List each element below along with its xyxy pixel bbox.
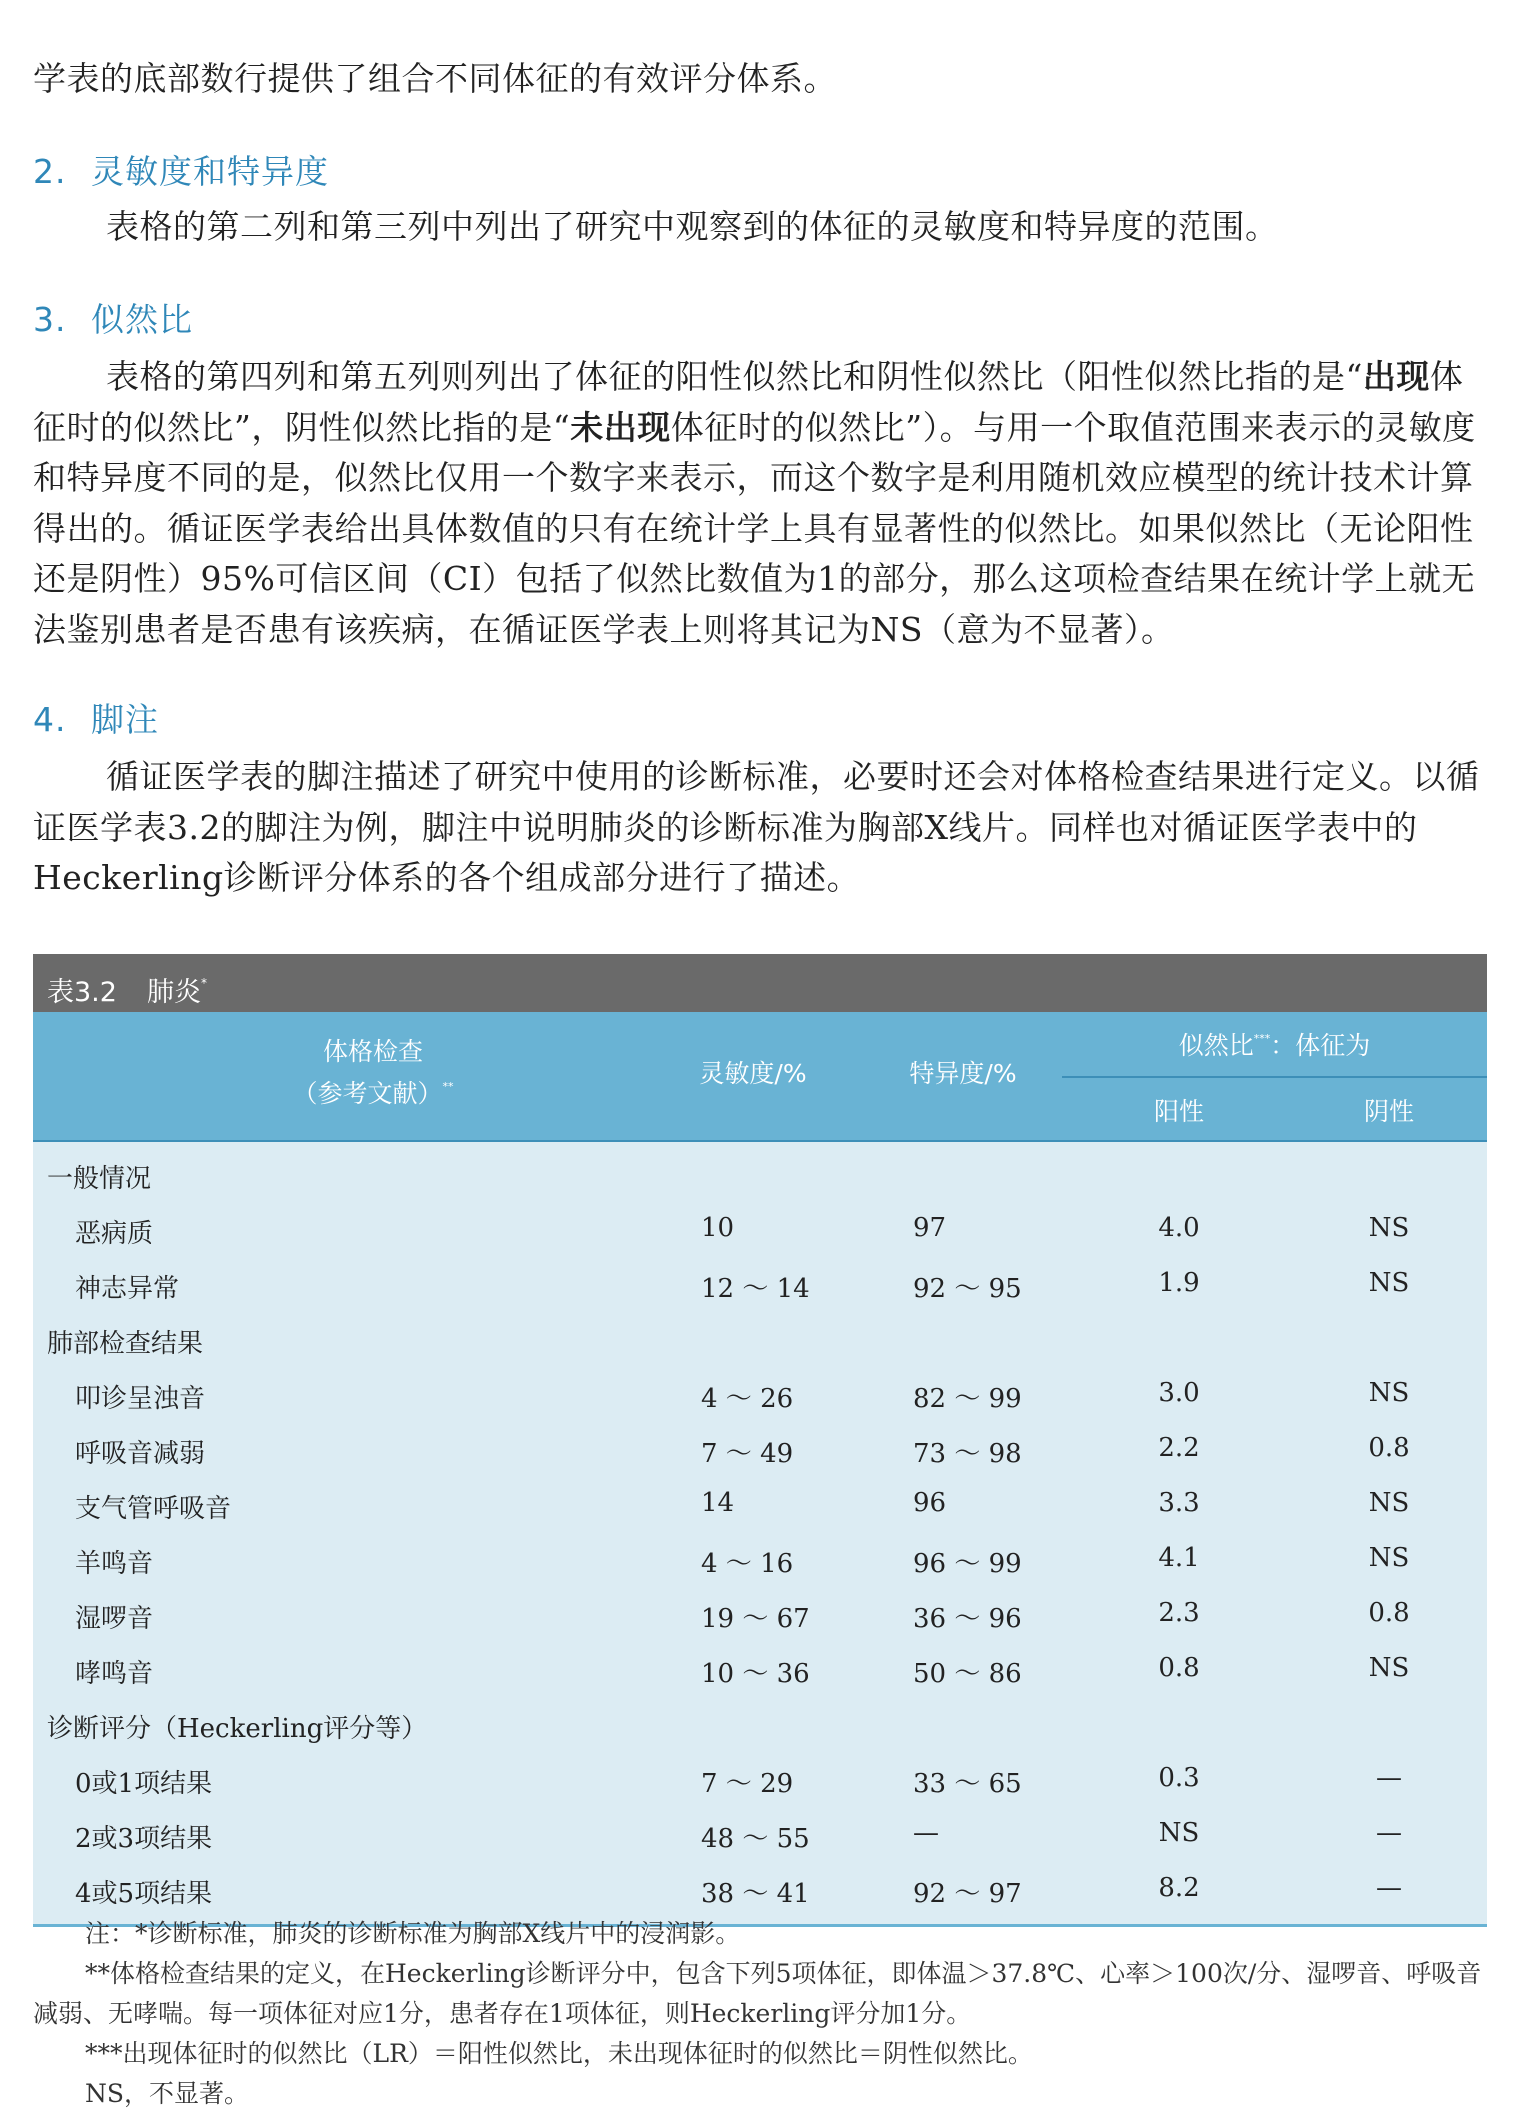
evidence-table	[33, 954, 1487, 1927]
header-specificity: 特异度/%	[909, 1059, 1017, 1088]
specificity-cell: 36 ～ 96	[913, 1604, 1022, 1634]
table-row	[33, 1201, 1487, 1256]
section-2-paragraph	[33, 202, 1483, 253]
group-label: 一般情况	[47, 1164, 152, 1194]
section-3-number: 3.	[33, 300, 67, 339]
positive-lr-cell: 3.0	[1158, 1378, 1200, 1408]
header-lr-mark: ***	[1253, 1032, 1271, 1045]
table-header	[33, 1012, 1487, 1142]
header-subrule	[1062, 1076, 1487, 1078]
exam-finding: 叩诊呈浊音	[75, 1384, 206, 1414]
table-row	[33, 1256, 1487, 1311]
negative-lr-cell: NS	[1368, 1378, 1410, 1408]
positive-lr-cell: 2.3	[1158, 1598, 1200, 1628]
specificity-cell: 73 ～ 98	[913, 1439, 1022, 1469]
negative-lr-cell: NS	[1368, 1543, 1410, 1573]
table-row	[33, 1861, 1487, 1916]
sensitivity-cell: 4 ～ 26	[701, 1384, 794, 1414]
header-negative: 阴性	[1363, 1097, 1414, 1126]
footnote-1: 注：*诊断标准，肺炎的诊断标准为胸部X线片中的浸润影。	[85, 1919, 741, 1948]
exam-finding: 羊鸣音	[75, 1549, 154, 1579]
negative-lr-cell: NS	[1368, 1213, 1410, 1243]
specificity-cell: 92 ～ 95	[913, 1274, 1022, 1304]
section-4-heading	[33, 694, 159, 741]
sensitivity-cell: 12 ～ 14	[701, 1274, 810, 1304]
sensitivity-cell: 10	[701, 1213, 735, 1243]
section-3-body-part1: 表格的第四列和第五列则列出了体征的阳性似然比和阴性似然比（阳性似然比指的是“	[106, 357, 1363, 396]
sensitivity-cell: 7 ～ 29	[701, 1769, 794, 1799]
table-row	[33, 1366, 1487, 1421]
section-3-body-part3: 体征时的似然比”）。与用一个取值范围来表示的灵敏度和特异度不同的是，似然比仅用一个数字来表示，而这个数字是利用随机效应模型的统计技术计算得出的。循证医学表给出具体数值的只有在统计学上具有显著性的似然比。如果似然比（无论阳性还是阴性）95%可信区间（CI）包括了似然比数值为1的部分，那么这项检查结果在统计学上就无法鉴别患者是否患有该疾病，在循证医学表上则将其记为NS（意为不显著）。	[33, 407, 1476, 649]
section-4-number: 4.	[33, 700, 67, 739]
negative-lr-cell: NS	[1368, 1488, 1410, 1518]
header-likelihood-ratio	[1062, 1026, 1487, 1062]
negative-lr-cell: 0.8	[1368, 1433, 1410, 1463]
table-row	[33, 1421, 1487, 1476]
section-2-title: 灵敏度和特异度	[91, 152, 329, 191]
positive-lr-cell: 0.3	[1158, 1763, 1200, 1793]
section-3-body-part2: 体征时的似然比”，阴性似然比指的是“	[33, 357, 1464, 447]
section-2-body: 表格的第二列和第三列中列出了研究中观察到的体征的灵敏度和特异度的范围。	[106, 207, 1279, 246]
table-row	[33, 1641, 1487, 1696]
table-row	[33, 1476, 1487, 1531]
exam-finding: 恶病质	[75, 1219, 154, 1249]
negative-lr-cell: —	[1376, 1873, 1402, 1903]
footnote-4: NS，不显著。	[85, 2079, 250, 2108]
table-body	[33, 1142, 1487, 1927]
footnote-2: **体格检查结果的定义，在Heckerling诊断评分中，包含下列5项体征，即体温＞37.8℃、心率＞100次/分、湿啰音、呼吸音减弱、无哮喘。每一项体征对应1分，患者存在1项体征，则Heckerling评分加1分。	[33, 1959, 1482, 2028]
table-group-row	[33, 1146, 1487, 1201]
positive-lr-cell: 4.0	[1158, 1213, 1200, 1243]
section-4-body: 循证医学表的脚注描述了研究中使用的诊断标准，必要时还会对体格检查结果进行定义。以循证医学表3.2的脚注为例，脚注中说明肺炎的诊断标准为胸部X线片。同样也对循证医学表中的Heckerling诊断评分体系的各个组成部分进行了描述。	[33, 757, 1480, 897]
table-group-row	[33, 1311, 1487, 1366]
sensitivity-cell: 38 ～ 41	[701, 1879, 810, 1909]
sensitivity-cell: 14	[701, 1488, 735, 1518]
table-row	[33, 1531, 1487, 1586]
header-exam-reference: （参考文献）	[292, 1079, 443, 1108]
exam-finding: 0或1项结果	[75, 1769, 213, 1799]
section-3-bold-present: 出现	[1362, 357, 1430, 396]
header-exam-line2	[183, 1074, 563, 1110]
section-3-heading	[33, 294, 193, 341]
group-label: 诊断评分（Heckerling评分等）	[47, 1714, 428, 1744]
negative-lr-cell: —	[1376, 1818, 1402, 1848]
header-lr-label: 似然比	[1178, 1031, 1254, 1060]
specificity-cell: 33 ～ 65	[913, 1769, 1022, 1799]
table-label: 表3.2	[47, 977, 117, 1008]
positive-lr-cell: NS	[1158, 1818, 1200, 1848]
positive-lr-cell: 3.3	[1158, 1488, 1200, 1518]
specificity-cell: —	[913, 1818, 939, 1848]
sensitivity-cell: 48 ～ 55	[701, 1824, 810, 1854]
sensitivity-cell: 10 ～ 36	[701, 1659, 810, 1689]
positive-lr-cell: 0.8	[1158, 1653, 1200, 1683]
sensitivity-cell: 4 ～ 16	[701, 1549, 794, 1579]
specificity-cell: 50 ～ 86	[913, 1659, 1022, 1689]
positive-lr-cell: 1.9	[1158, 1268, 1200, 1298]
table-title-mark: *	[200, 976, 207, 990]
header-exam-line1: 体格检查	[322, 1037, 423, 1066]
section-4-title: 脚注	[91, 700, 159, 739]
negative-lr-cell: —	[1376, 1763, 1402, 1793]
group-label: 肺部检查结果	[47, 1329, 204, 1359]
header-exam-mark: **	[442, 1080, 454, 1093]
table-row	[33, 1751, 1487, 1806]
negative-lr-cell: NS	[1368, 1268, 1410, 1298]
section-3-paragraph	[33, 352, 1483, 655]
header-positive: 阳性	[1153, 1097, 1204, 1126]
header-sensitivity: 灵敏度/%	[699, 1059, 807, 1088]
exam-finding: 支气管呼吸音	[75, 1494, 232, 1524]
section-3-title: 似然比	[91, 300, 193, 339]
sensitivity-cell: 19 ～ 67	[701, 1604, 810, 1634]
exam-finding: 神志异常	[75, 1274, 180, 1304]
section-4-paragraph	[33, 752, 1483, 904]
table-footnotes	[33, 1914, 1493, 2114]
negative-lr-cell: 0.8	[1368, 1598, 1410, 1628]
specificity-cell: 97	[913, 1213, 947, 1243]
table-group-row	[33, 1696, 1487, 1751]
header-lr-suffix: ：体征为	[1270, 1031, 1371, 1060]
positive-lr-cell: 8.2	[1158, 1873, 1200, 1903]
exam-finding: 2或3项结果	[75, 1824, 213, 1854]
intro-paragraph: 学表的底部数行提供了组合不同体征的有效评分体系。	[33, 59, 837, 98]
specificity-cell: 96 ～ 99	[913, 1549, 1022, 1579]
section-3-bold-absent: 未出现	[570, 407, 671, 447]
exam-finding: 呼吸音减弱	[75, 1439, 206, 1469]
exam-finding: 哮鸣音	[75, 1659, 154, 1689]
specificity-cell: 82 ～ 99	[913, 1384, 1022, 1414]
exam-finding: 4或5项结果	[75, 1879, 213, 1909]
positive-lr-cell: 4.1	[1158, 1543, 1200, 1573]
section-2-number: 2.	[33, 152, 67, 191]
table-title: 肺炎	[146, 977, 201, 1008]
table-row	[33, 1586, 1487, 1641]
section-2-heading	[33, 146, 329, 193]
footnote-3: ***出现体征时的似然比（LR）＝阳性似然比，未出现体征时的似然比＝阴性似然比。	[85, 2039, 1033, 2068]
specificity-cell: 96	[913, 1488, 947, 1518]
exam-finding: 湿啰音	[75, 1604, 154, 1634]
table-title-bar	[33, 954, 1487, 1012]
negative-lr-cell: NS	[1368, 1653, 1410, 1683]
specificity-cell: 92 ～ 97	[913, 1879, 1022, 1909]
sensitivity-cell: 7 ～ 49	[701, 1439, 794, 1469]
positive-lr-cell: 2.2	[1158, 1433, 1200, 1463]
table-row	[33, 1806, 1487, 1861]
